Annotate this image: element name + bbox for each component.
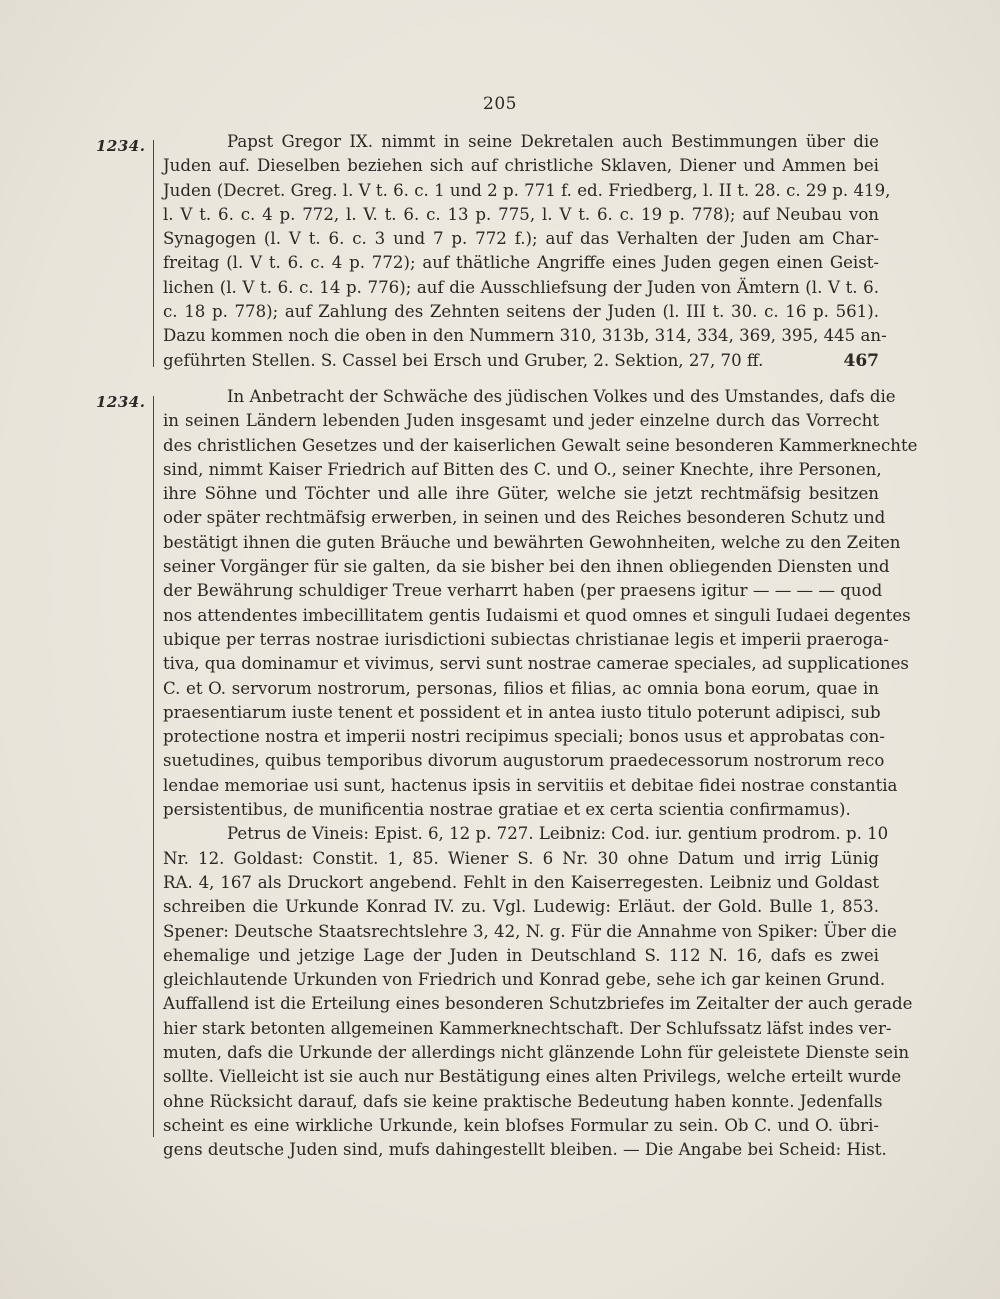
entry-text <box>163 130 891 373</box>
text-line: muten, dafs die Urkunde der allerdings nicht glänzende Lohn für geleistete Dienste sein <box>163 1043 910 1063</box>
text-line: tiva, qua dominamur et vivimus, servi sunt nostrae camerae speciales, ad supplicationes <box>163 654 909 674</box>
text-line: freitag (l. V t. 6. c. 4 p. 772); auf thätliche Angriffe eines Juden gegen einen Geist- <box>163 253 879 273</box>
text-line: ehemalige und jetzige Lage der Juden in Deutschland S. 112 N. 16, dafs es zwei <box>163 945 879 965</box>
text-line: RA. 4, 167 als Druckort angebend. Fehlt in den Kaiserregesten. Leibniz und Goldast <box>163 872 879 892</box>
text-line: persistentibus, de munificentia nostrae gratiae et ex certa scientia confirmamus). <box>163 800 851 820</box>
text-line: ohne Rücksicht darauf, dafs sie keine praktische Bedeutung haben konnte. Jedenfalls <box>163 1091 883 1111</box>
text-line: seiner Vorgänger für sie galten, da sie bisher bei den ihnen obliegenden Diensten und <box>163 557 890 577</box>
text-line: sollte. Vielleicht ist sie auch nur Bestätigung eines alten Privilegs, welche erteilt wurde <box>163 1067 902 1087</box>
text-line: C. et O. servorum nostrorum, personas, filios et filias, ac omnia bona eorum, quae in <box>163 678 879 698</box>
text-line: lichen (l. V t. 6. c. 14 p. 776); auf die Ausschliefsung der Juden von Ämtern (l. V t. 6. <box>163 277 879 297</box>
entry-text <box>163 385 918 1163</box>
text-line: suetudines, quibus temporibus divorum augustorum praedecessorum nostrorum reco <box>163 751 885 771</box>
text-line: ihre Söhne und Töchter und alle ihre Güter, welche sie jetzt rechtmäfsig besitzen <box>163 484 879 504</box>
text-line: praesentiarum iuste tenent et possident et in antea iusto titulo poterunt adipisci, sub <box>163 702 881 722</box>
text-line-last <box>163 349 879 373</box>
page-number: 205 <box>483 94 517 114</box>
text-line: in seinen Ländern lebenden Juden insgesamt und jeder einzelne durch das Vorrecht <box>163 411 879 431</box>
text-line: c. 18 p. 778); auf Zahlung des Zehnten seitens der Juden (l. III t. 30. c. 16 p. 561). <box>163 302 879 322</box>
text-line: lendae memoriae usi sunt, hactenus ipsis in servitiis et debitae fidei nostrae constantia <box>163 775 898 795</box>
text-line: Dazu kommen noch die oben in den Nummern 310, 313b, 314, 334, 369, 395, 445 an- <box>163 326 887 346</box>
text-line: oder später rechtmäfsig erwerben, in seinen und des Reiches besonderen Schutz und <box>163 508 886 528</box>
text-line: l. V t. 6. c. 4 p. 772, l. V. t. 6. c. 13 p. 775, l. V t. 6. c. 19 p. 778); auf Neubau von <box>163 204 879 224</box>
text-line: scheint es eine wirkliche Urkunde, kein blofses Formular zu sein. Ob C. und O. übri- <box>163 1115 879 1135</box>
regest-number: 467 <box>843 350 879 371</box>
text-line: des christlichen Gesetzes und der kaiserlichen Gewalt seine besonderen Kammerknechte <box>163 435 918 455</box>
text-line: Petrus de Vineis: Epist. 6, 12 p. 727. Leibniz: Cod. iur. gentium prodrom. p. 10 <box>227 824 889 844</box>
text-line: nos attendentes imbecillitatem gentis Iudaismi et quod omnes et singuli Iudaei degentes <box>163 605 911 625</box>
text-line: Juden (Decret. Greg. l. V t. 6. c. 1 und 2 p. 771 f. ed. Friedberg, l. II t. 28. c. 29 p. 419, <box>163 180 891 200</box>
text-line: Papst Gregor IX. nimmt in seine Dekretalen auch Bestimmungen über die <box>227 132 879 151</box>
entry-year: 1234. <box>96 393 146 411</box>
text-line: In Anbetracht der Schwäche des jüdischen Volkes und des Umstandes, dafs die <box>227 387 896 406</box>
text-line: Synagogen (l. V t. 6. c. 3 und 7 p. 772 f.); auf das Verhalten der Juden am Char- <box>163 229 879 249</box>
text-line: Auffallend ist die Erteilung eines besonderen Schutzbriefes im Zeitalter der auch gerade <box>163 994 913 1014</box>
entry-year: 1234. <box>96 137 146 155</box>
text-line: sind, nimmt Kaiser Friedrich auf Bitten des C. und O., seiner Knechte, ihre Personen, <box>163 459 882 479</box>
text-line: gleichlautende Urkunden von Friedrich und Konrad gebe, sehe ich gar keinen Grund. <box>163 970 886 990</box>
text-line: Juden auf. Dieselben beziehen sich auf christliche Sklaven, Diener und Ammen bei <box>163 156 879 176</box>
text-line: bestätigt ihnen die guten Bräuche und bewährten Gewohnheiten, welche zu den Zeiten <box>163 532 901 552</box>
text-line: der Bewährung schuldiger Treue verharrt haben (per praesens igitur — — — — quod <box>163 581 883 601</box>
text-line: schreiben die Urkunde Konrad IV. zu. Vgl. Ludewig: Erläut. der Gold. Bulle 1, 853. <box>163 897 879 917</box>
text-line: Spener: Deutsche Staatsrechtslehre 3, 42, N. g. Für die Annahme von Spiker: Über die <box>163 921 897 941</box>
text-line: geführten Stellen. S. Cassel bei Ersch und Gruber, 2. Sektion, 27, 70 ff. <box>163 350 764 370</box>
margin-rule <box>153 396 154 1137</box>
text-line: Nr. 12. Goldast: Constit. 1, 85. Wiener S. 6 Nr. 30 ohne Datum und irrig Lünig <box>163 848 879 868</box>
text-line: ubique per terras nostrae iurisdictioni subiectas christianae legis et imperii praeroga- <box>163 629 889 649</box>
text-line: gens deutsche Juden sind, mufs dahingestellt bleiben. — Die Angabe bei Scheid: Hist. <box>163 1140 887 1160</box>
text-line: hier stark betonten allgemeinen Kammerknechtschaft. Der Schlufssatz läfst indes ver- <box>163 1018 892 1038</box>
text-line: protectione nostra et imperii nostri recipimus speciali; bonos usus et approbatas con- <box>163 727 885 747</box>
margin-rule <box>153 140 154 367</box>
